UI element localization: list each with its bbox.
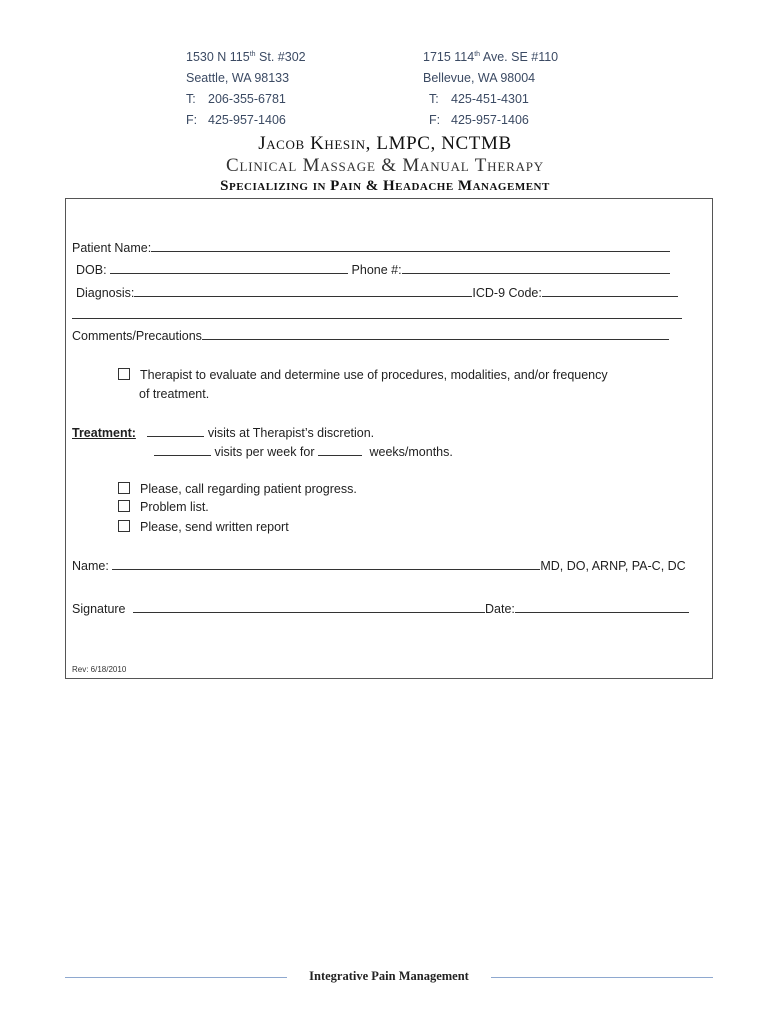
practice-specialty: Specializing in Pain & Headache Management — [220, 178, 550, 194]
telephone: T: 206-355-6781 — [186, 92, 286, 107]
weeks-months-text: weeks/months. — [369, 445, 453, 459]
patient-name-field[interactable] — [151, 240, 670, 252]
dob-phone-row — [76, 262, 670, 277]
street-address: 1715 114th Ave. SE #110 — [423, 50, 559, 65]
diagnosis-extra-row — [72, 307, 682, 322]
icd-field[interactable] — [542, 285, 678, 297]
date-label: Date: — [485, 602, 515, 616]
evaluate-option — [118, 368, 608, 382]
provider-name-label: Name: — [72, 559, 109, 573]
written-report-label: Please, send written report — [140, 520, 289, 534]
evaluate-checkbox[interactable] — [118, 368, 130, 380]
city-state-zip: Bellevue, WA 98004 — [423, 71, 536, 86]
office-address-bellevue — [423, 44, 558, 131]
comments-field[interactable] — [202, 328, 669, 340]
visits-discretion-text: visits at Therapist’s discretion. — [207, 426, 375, 440]
call-progress-label: Please, call regarding patient progress. — [140, 482, 357, 496]
diagnosis-label: Diagnosis: — [76, 286, 135, 300]
signature-label: Signature — [72, 602, 126, 616]
written-report-checkbox[interactable] — [118, 520, 130, 532]
fax: F: 425-957-1406 — [429, 113, 529, 128]
signature-field[interactable] — [133, 601, 485, 613]
provider-name-field[interactable] — [112, 558, 540, 570]
diagnosis-extra-field[interactable] — [72, 307, 682, 319]
fax: F: 425-957-1406 — [186, 113, 286, 128]
problem-list-checkbox[interactable] — [118, 500, 130, 512]
street-address: 1530 N 115th St. #302 — [186, 50, 306, 65]
treatment-label: Treatment: — [72, 426, 136, 440]
check-problem-list — [118, 500, 209, 514]
comments-row — [72, 328, 669, 343]
diagnosis-row — [76, 285, 678, 300]
comments-label: Comments/Precautions — [72, 329, 202, 343]
date-field[interactable] — [515, 601, 689, 613]
telephone: T: 425-451-4301 — [429, 92, 529, 107]
office-address-seattle — [186, 44, 306, 131]
practice-name: Clinical Massage & Manual Therapy — [226, 155, 544, 176]
evaluate-text-line2: of treatment. — [139, 387, 210, 401]
visits-per-week-text: visits per week for — [214, 445, 315, 459]
page-footer — [65, 968, 713, 988]
provider-name-row — [72, 558, 686, 573]
check-written-report — [118, 520, 289, 534]
dob-label: DOB: — [76, 263, 107, 277]
provider-credentials: MD, DO, ARNP, PA-C, DC — [540, 559, 686, 573]
footer-text: Integrative Pain Management — [309, 969, 469, 983]
visits-per-week-row — [154, 444, 453, 459]
phone-field[interactable] — [402, 262, 670, 274]
call-progress-checkbox[interactable] — [118, 482, 130, 494]
check-call-progress — [118, 482, 357, 496]
revision-date: Rev: 6/18/2010 — [72, 665, 127, 674]
diagnosis-field[interactable] — [134, 285, 472, 297]
city-state-zip: Seattle, WA 98133 — [186, 71, 290, 86]
problem-list-label: Problem list. — [140, 500, 209, 514]
visits-per-week-field[interactable] — [154, 444, 211, 456]
icd-label: ICD-9 Code: — [472, 286, 542, 300]
patient-name-label: Patient Name: — [72, 241, 152, 255]
patient-name-row — [72, 240, 670, 255]
phone-label: Phone #: — [351, 263, 402, 277]
weeks-count-field[interactable] — [318, 444, 362, 456]
practitioner-name: Jacob Khesin, LMPC, NCTMB — [258, 133, 512, 154]
dob-field[interactable] — [110, 262, 348, 274]
signature-row — [72, 601, 689, 616]
treatment-row — [72, 425, 374, 440]
visits-discretion-field[interactable] — [147, 425, 204, 437]
evaluate-text-line1: Therapist to evaluate and determine use of procedures, modalities, and/or frequency — [140, 368, 608, 382]
